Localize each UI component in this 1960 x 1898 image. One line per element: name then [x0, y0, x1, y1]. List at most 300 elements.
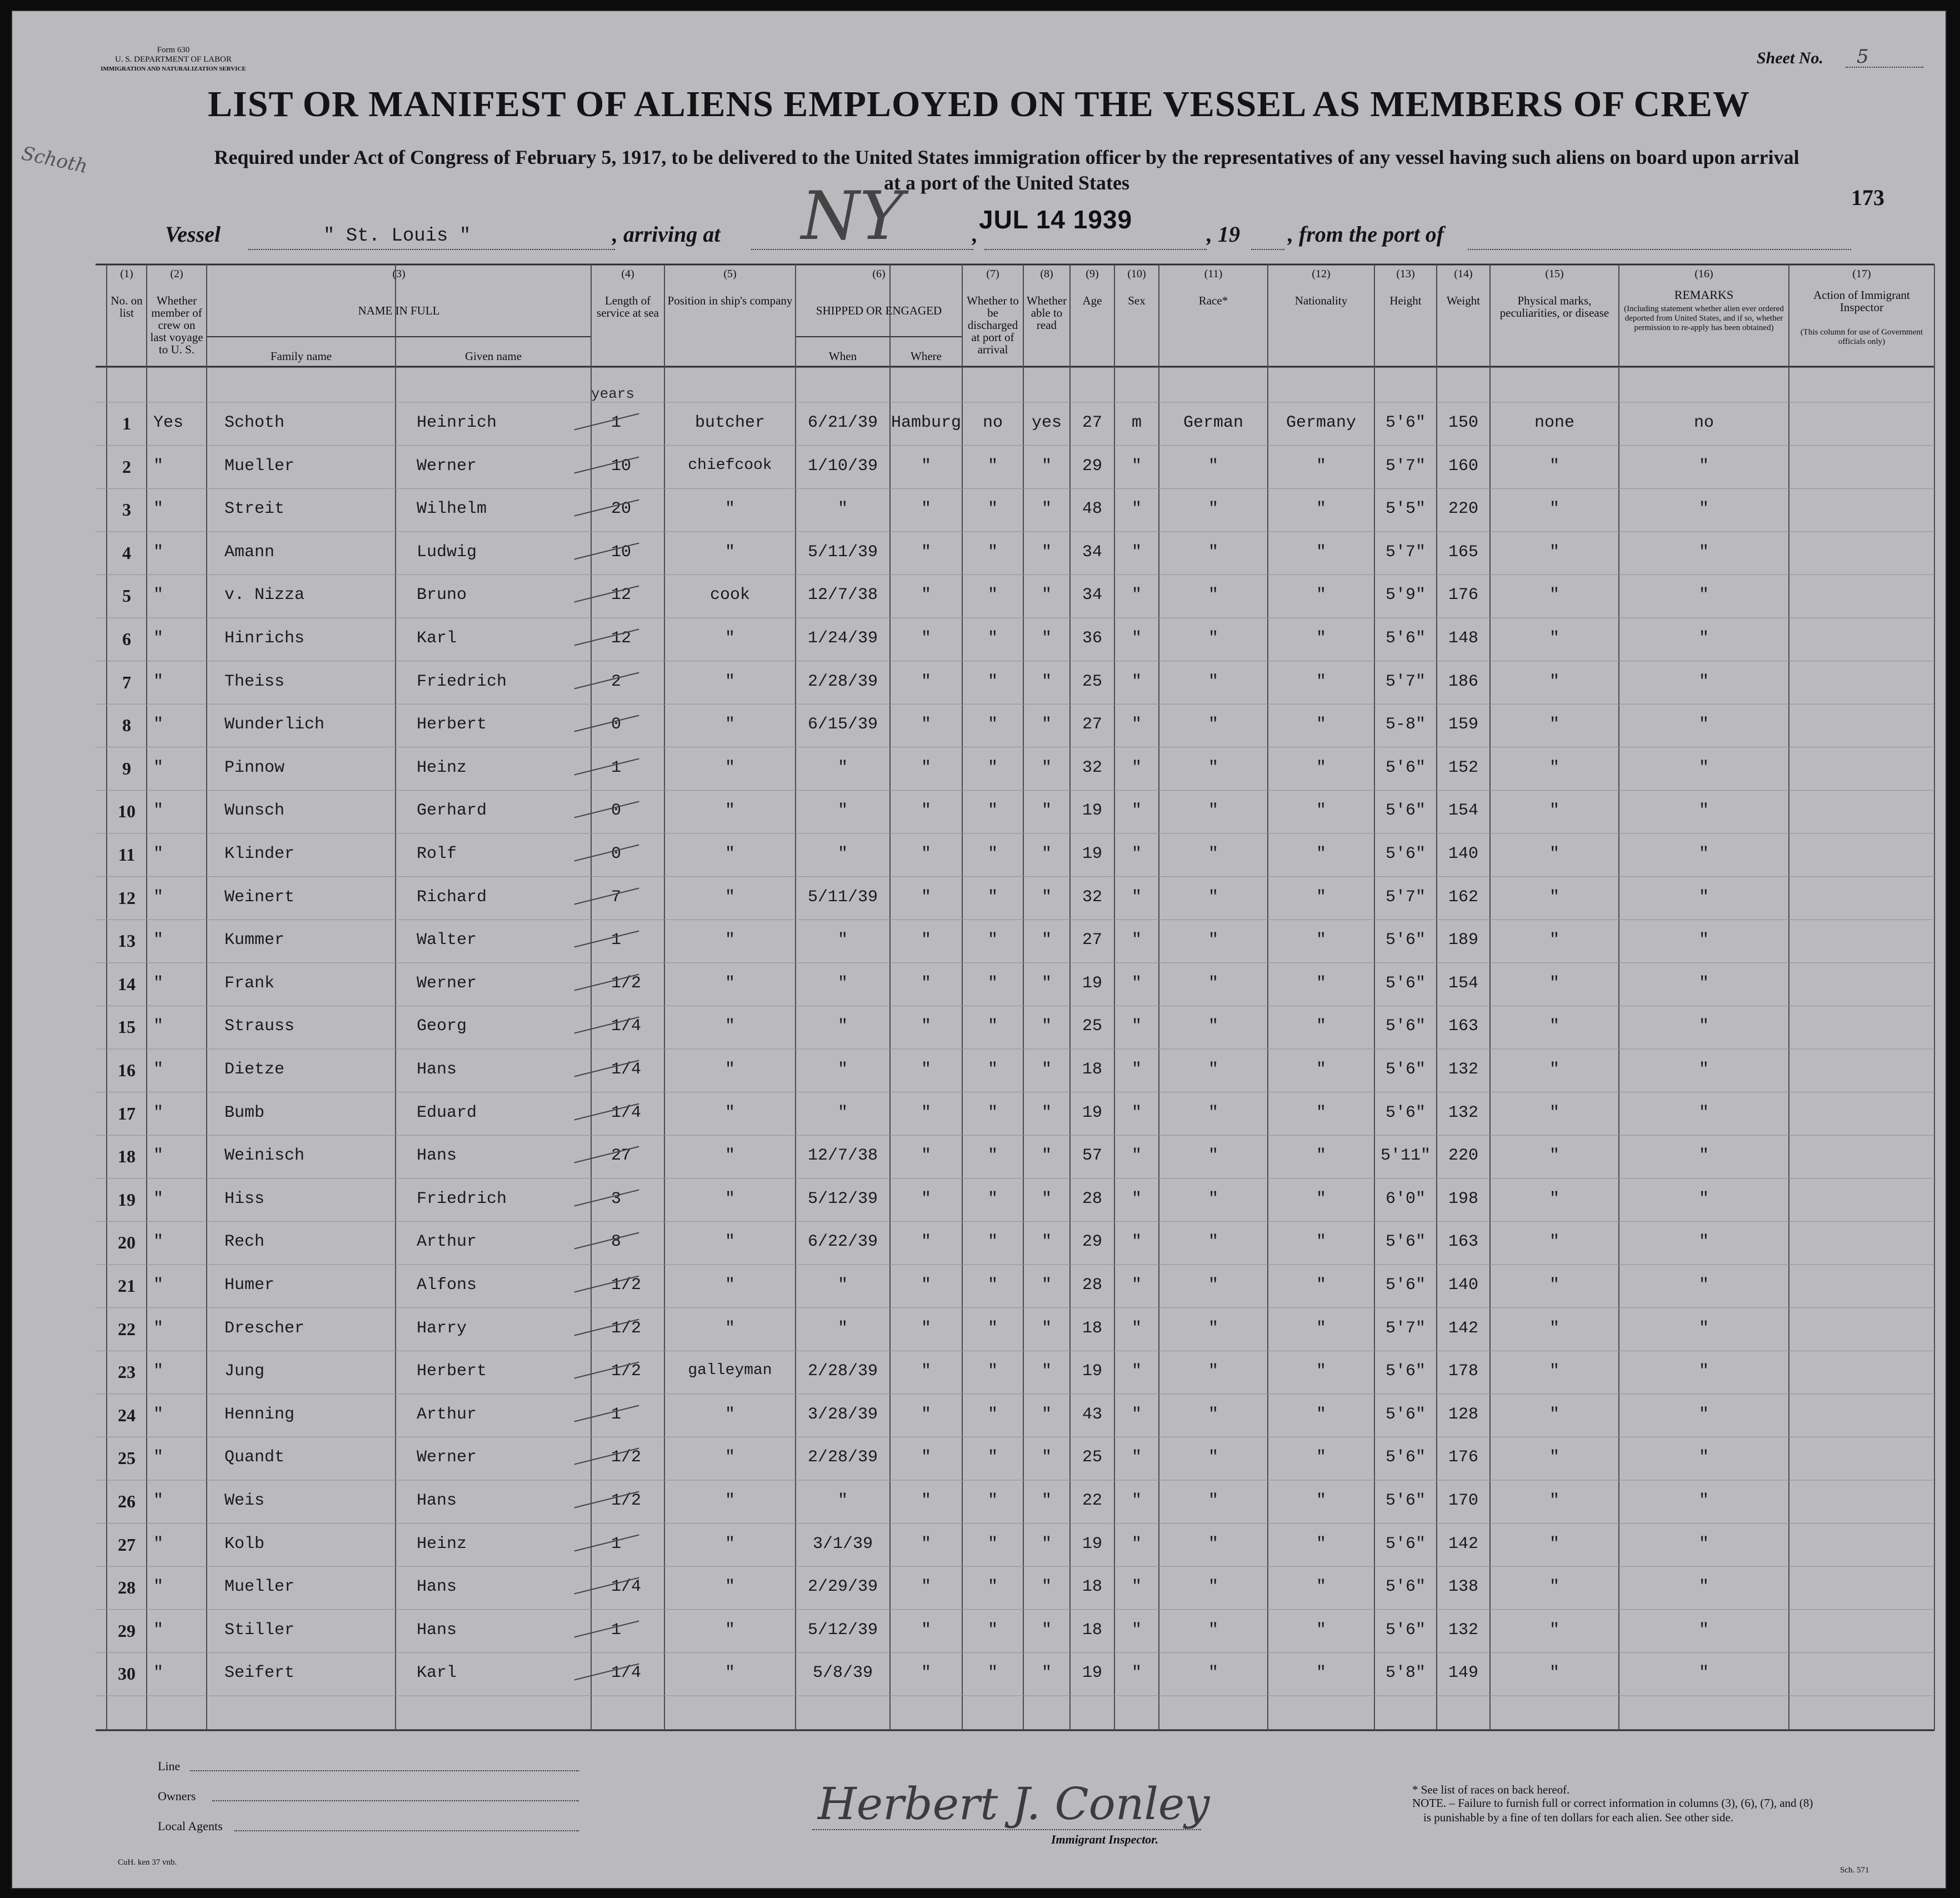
cell-where: ": [921, 1017, 931, 1036]
cell-height: 5'6": [1385, 758, 1426, 777]
cell-position: ": [724, 1276, 735, 1295]
cell-crew: ": [153, 931, 164, 950]
cell-where: ": [921, 1362, 931, 1381]
cell-age: 18: [1082, 1620, 1102, 1640]
cell-crew: ": [153, 1276, 164, 1295]
cell-family: Drescher: [224, 1318, 305, 1338]
cell-family: Mueller: [224, 1577, 295, 1597]
cell-marks: ": [1549, 1405, 1559, 1424]
cell-height: 5'6": [1385, 413, 1426, 432]
column-header-label: SHIPPED OR ENGAGED: [816, 304, 942, 317]
cell-crew: ": [153, 586, 164, 605]
column-number: (5): [723, 268, 737, 280]
cell-no: 7: [122, 672, 131, 692]
cell-service: 12: [611, 629, 632, 648]
cell-where: ": [921, 629, 931, 648]
cell-given: Arthur: [417, 1405, 477, 1424]
cell-read: ": [1041, 715, 1052, 735]
cell-discharged: ": [987, 715, 998, 735]
column-header-label: Weight: [1446, 294, 1481, 307]
cell-family: Quandt: [224, 1448, 285, 1467]
cell-when: 5/12/39: [807, 1620, 878, 1640]
cell-race: ": [1208, 629, 1218, 648]
cell-service: 1: [611, 931, 622, 950]
cell-marks: ": [1549, 629, 1559, 648]
cell-when: ": [837, 1491, 848, 1510]
cell-crew: ": [153, 1577, 164, 1597]
cell-height: 5'6": [1385, 1620, 1426, 1640]
cell-marks: ": [1549, 586, 1559, 605]
column-header-label: Height: [1389, 294, 1422, 307]
cell-remarks: no: [1693, 413, 1714, 432]
cell-family: Frank: [224, 973, 275, 993]
cell-no: 26: [118, 1491, 136, 1511]
cell-age: 57: [1082, 1146, 1102, 1166]
cell-weight: 150: [1448, 413, 1478, 432]
vessel-label: Vessel: [165, 222, 221, 247]
cell-nationality: ": [1316, 887, 1326, 907]
column-header-label: No. on list: [111, 294, 143, 319]
cell-remarks: ": [1698, 1232, 1709, 1252]
cell-weight: 149: [1448, 1664, 1478, 1683]
cell-age: 29: [1082, 456, 1102, 476]
cell-position: ": [724, 1318, 735, 1338]
cell-no: 13: [118, 931, 136, 951]
cell-no: 27: [118, 1534, 136, 1555]
cell-where: ": [921, 758, 931, 777]
cell-where: ": [921, 1491, 931, 1510]
cell-discharged: ": [987, 758, 998, 777]
cell-read: ": [1041, 1060, 1052, 1079]
cell-read: ": [1041, 672, 1052, 691]
inspector-label: Immigrant Inspector.: [1051, 1832, 1159, 1846]
cell-family: Humer: [224, 1276, 275, 1295]
cell-nationality: ": [1316, 801, 1326, 821]
cell-age: 18: [1082, 1060, 1102, 1079]
cell-sex: ": [1131, 1620, 1142, 1640]
cell-remarks: ": [1698, 931, 1709, 950]
cell-discharged: ": [987, 1534, 998, 1554]
cell-nationality: ": [1316, 1318, 1326, 1338]
cell-remarks: ": [1698, 1664, 1709, 1683]
cell-height: 5'6": [1385, 1448, 1426, 1467]
cell-age: 19: [1082, 973, 1102, 993]
cell-nationality: ": [1316, 973, 1326, 993]
cell-age: 34: [1082, 542, 1102, 562]
cell-position: chiefcook: [688, 456, 772, 474]
cell-position: ": [724, 1491, 735, 1510]
cell-where: Hamburg: [891, 413, 962, 432]
cell-nationality: ": [1316, 1664, 1326, 1683]
cell-marks: ": [1549, 456, 1559, 476]
cell-crew: ": [153, 1232, 164, 1252]
cell-given: Hans: [417, 1146, 457, 1166]
cell-age: 19: [1082, 1362, 1102, 1381]
cell-race: ": [1208, 500, 1218, 519]
cell-height: 6'0": [1385, 1189, 1426, 1208]
cell-given: Eduard: [417, 1103, 477, 1122]
cell-service: 1/2: [611, 1448, 642, 1467]
cell-weight: 189: [1448, 931, 1478, 950]
arriving-port: NY: [801, 178, 904, 255]
cell-service: 1/4: [611, 1664, 642, 1683]
cell-read: ": [1041, 1362, 1052, 1381]
cell-age: 27: [1082, 931, 1102, 950]
inspector-signature: Herbert J. Conley: [818, 1778, 1210, 1830]
cell-read: ": [1041, 1405, 1052, 1424]
cell-family: Wunderlich: [224, 715, 325, 735]
cell-marks: ": [1549, 1276, 1559, 1295]
cell-given: Gerhard: [417, 801, 487, 821]
cell-weight: 132: [1448, 1620, 1478, 1640]
cell-age: 19: [1082, 1534, 1102, 1554]
column-number: (16): [1694, 268, 1713, 280]
page-title: LIST OR MANIFEST OF ALIENS EMPLOYED ON THE VESSEL AS MEMBERS OF CREW: [208, 84, 1750, 124]
cell-no: 5: [122, 586, 131, 606]
cell-nationality: ": [1316, 1491, 1326, 1510]
cell-discharged: ": [987, 1276, 998, 1295]
cell-height: 5'7": [1385, 542, 1426, 562]
cell-age: 36: [1082, 629, 1102, 648]
fine-note-line-1: NOTE. – Failure to furnish full or correct information in columns (3), (6), (7), and (8): [1412, 1796, 1813, 1810]
cell-weight: 142: [1448, 1318, 1478, 1338]
column-header-label: Whether able to read: [1026, 294, 1067, 332]
cell-position: ": [724, 500, 735, 519]
cell-when: 12/7/38: [807, 1146, 878, 1166]
cell-remarks: ": [1698, 1189, 1709, 1208]
cell-height: 5'6": [1385, 931, 1426, 950]
cell-no: 14: [118, 973, 136, 994]
cell-where: ": [921, 845, 931, 863]
cell-weight: 163: [1448, 1017, 1478, 1036]
cell-nationality: Germany: [1286, 413, 1357, 432]
cell-discharged: ": [987, 1620, 998, 1640]
cell-height: 5'6": [1385, 629, 1426, 648]
cell-marks: ": [1549, 887, 1559, 907]
cell-when: 5/8/39: [812, 1664, 873, 1683]
cell-given: Werner: [417, 973, 477, 993]
cell-discharged: ": [987, 1232, 998, 1252]
cell-family: Jung: [224, 1362, 265, 1381]
cell-no: 20: [118, 1232, 136, 1253]
cell-read: ": [1041, 542, 1052, 562]
cell-when: 2/28/39: [807, 1448, 878, 1467]
cell-marks: ": [1549, 1620, 1559, 1640]
cell-no: 17: [118, 1103, 136, 1123]
column-header-label: Race*: [1198, 294, 1228, 307]
cell-discharged: ": [987, 845, 998, 863]
cell-nationality: ": [1316, 1620, 1326, 1640]
cell-sex: ": [1131, 1103, 1142, 1122]
cell-service: 1/2: [611, 1276, 642, 1295]
cell-service: 1/4: [611, 1060, 642, 1079]
cell-discharged: ": [987, 1405, 998, 1424]
cell-service: 1: [611, 758, 622, 777]
cell-crew: ": [153, 758, 164, 777]
cell-position: galleyman: [688, 1362, 772, 1380]
cell-service: 1/2: [611, 1491, 642, 1510]
cell-service: 20: [611, 500, 632, 519]
cell-given: Ludwig: [417, 542, 477, 562]
column-number: (4): [621, 268, 634, 280]
cell-remarks: ": [1698, 1362, 1709, 1381]
cell-no: 29: [118, 1620, 136, 1641]
cell-sex: ": [1131, 542, 1142, 562]
cell-position: ": [724, 931, 735, 950]
column-header-label: Physical marks, peculiarities, or disease: [1499, 294, 1609, 319]
cell-sex: ": [1131, 586, 1142, 605]
cell-discharged: ": [987, 586, 998, 605]
sheet-label: Sheet No.: [1757, 49, 1823, 67]
cell-height: 5'6": [1385, 1103, 1426, 1122]
column-subheader: Family name: [270, 349, 332, 363]
cell-discharged: ": [987, 1189, 998, 1208]
cell-marks: ": [1549, 1491, 1559, 1510]
cell-marks: ": [1549, 845, 1559, 863]
cell-remarks: ": [1698, 586, 1709, 605]
cell-nationality: ": [1316, 1534, 1326, 1554]
cell-when: ": [837, 1060, 848, 1079]
agents-fill: [234, 1830, 579, 1831]
cell-crew: ": [153, 1664, 164, 1683]
cell-weight: 220: [1448, 500, 1478, 519]
cell-height: 5'6": [1385, 845, 1426, 863]
cell-crew: ": [153, 1103, 164, 1122]
cell-height: 5'6": [1385, 1534, 1426, 1554]
page-number: 173: [1851, 185, 1884, 210]
cell-family: Strauss: [224, 1017, 295, 1036]
cell-race: ": [1208, 1577, 1218, 1597]
cell-given: Karl: [417, 629, 457, 648]
cell-height: 5'6": [1385, 801, 1426, 821]
cell-read: ": [1041, 1577, 1052, 1597]
cell-when: 12/7/38: [807, 586, 878, 605]
cell-crew: ": [153, 1448, 164, 1467]
cell-discharged: ": [987, 456, 998, 476]
cell-no: 1: [122, 413, 131, 433]
cell-nationality: ": [1316, 931, 1326, 950]
cell-position: ": [724, 629, 735, 648]
cell-family: Mueller: [224, 456, 295, 476]
cell-remarks: ": [1698, 1146, 1709, 1166]
cell-read: ": [1041, 500, 1052, 519]
cell-sex: ": [1131, 500, 1142, 519]
column-number: (11): [1204, 268, 1223, 280]
print-code-right: Sch. 571: [1840, 1866, 1869, 1875]
cell-age: 19: [1082, 845, 1102, 863]
cell-given: Friedrich: [417, 672, 507, 691]
cell-family: Streit: [224, 500, 285, 519]
cell-height: 5'5": [1385, 500, 1426, 519]
races-footnote: * See list of races on back hereof.: [1412, 1783, 1570, 1796]
cell-read: ": [1041, 973, 1052, 993]
cell-position: ": [724, 672, 735, 691]
cell-service: 1/4: [611, 1103, 642, 1122]
cell-no: 9: [122, 758, 131, 778]
cell-given: Walter: [417, 931, 477, 950]
cell-when: ": [837, 758, 848, 777]
cell-position: ": [724, 1103, 735, 1122]
cell-remarks: ": [1698, 672, 1709, 691]
cell-nationality: ": [1316, 1017, 1326, 1036]
cell-service: 12: [611, 586, 632, 605]
cell-remarks: ": [1698, 1491, 1709, 1510]
cell-height: 5'6": [1385, 1060, 1426, 1079]
cell-crew: ": [153, 500, 164, 519]
cell-nationality: ": [1316, 500, 1326, 519]
cell-read: ": [1041, 887, 1052, 907]
cell-no: 6: [122, 629, 131, 649]
cell-family: Rech: [224, 1232, 265, 1252]
sheet-number: 5: [1857, 46, 1869, 68]
cell-marks: none: [1534, 413, 1574, 432]
cell-height: 5'6": [1385, 973, 1426, 993]
cell-age: 43: [1082, 1405, 1102, 1424]
cell-given: Heinrich: [417, 413, 497, 432]
cell-sex: ": [1131, 801, 1142, 821]
cell-read: ": [1041, 1491, 1052, 1510]
cell-age: 48: [1082, 500, 1102, 519]
cell-age: 32: [1082, 758, 1102, 777]
cell-nationality: ": [1316, 1232, 1326, 1252]
column-header-label: Length of service at sea: [597, 294, 659, 319]
cell-marks: ": [1549, 758, 1559, 777]
cell-where: ": [921, 1448, 931, 1467]
cell-sex: ": [1131, 1534, 1142, 1554]
cell-race: ": [1208, 1362, 1218, 1381]
column-header-label: Sex: [1128, 294, 1146, 307]
cell-remarks: ": [1698, 801, 1709, 821]
column-number: (1): [120, 268, 133, 280]
cell-when: 6/22/39: [807, 1232, 878, 1252]
cell-nationality: ": [1316, 1276, 1326, 1295]
cell-no: 25: [118, 1448, 136, 1469]
cell-service: 1: [611, 1405, 622, 1424]
cell-service: 0: [611, 801, 622, 821]
cell-crew: Yes: [153, 413, 184, 432]
cell-crew: ": [153, 629, 164, 648]
cell-where: ": [921, 542, 931, 562]
cell-marks: ": [1549, 1017, 1559, 1036]
cell-weight: 128: [1448, 1405, 1478, 1424]
cell-position: ": [724, 1577, 735, 1597]
cell-family: Henning: [224, 1405, 295, 1424]
cell-when: ": [837, 1276, 848, 1295]
cell-given: Hans: [417, 1577, 457, 1597]
cell-position: ": [724, 887, 735, 907]
cell-discharged: ": [987, 1318, 998, 1338]
cell-position: ": [724, 1146, 735, 1166]
cell-read: ": [1041, 1620, 1052, 1640]
cell-when: ": [837, 1017, 848, 1036]
cell-no: 21: [118, 1276, 136, 1296]
cell-family: Klinder: [224, 845, 295, 863]
cell-race: ": [1208, 1620, 1218, 1640]
cell-position: ": [724, 1189, 735, 1208]
cell-nationality: ": [1316, 1405, 1326, 1424]
cell-remarks: ": [1698, 1017, 1709, 1036]
cell-position: ": [724, 1060, 735, 1079]
cell-read: ": [1041, 758, 1052, 777]
cell-height: 5'6": [1385, 1491, 1426, 1510]
cell-service: 0: [611, 715, 622, 735]
column-header-label: Age: [1082, 294, 1102, 307]
cell-crew: ": [153, 1189, 164, 1208]
cell-race: ": [1208, 1232, 1218, 1252]
cell-where: ": [921, 715, 931, 735]
cell-where: ": [921, 1276, 931, 1295]
cell-weight: 154: [1448, 801, 1478, 821]
cell-sex: ": [1131, 1060, 1142, 1079]
cell-marks: ": [1549, 542, 1559, 562]
cell-nationality: ": [1316, 629, 1326, 648]
cell-nationality: ": [1316, 542, 1326, 562]
cell-no: 15: [118, 1017, 136, 1037]
cell-discharged: ": [987, 887, 998, 907]
cell-remarks: ": [1698, 1620, 1709, 1640]
cell-given: Bruno: [417, 586, 467, 605]
cell-family: Dietze: [224, 1060, 285, 1079]
cell-family: Wunsch: [224, 801, 285, 821]
cell-service: 1/2: [611, 1362, 642, 1381]
cell-weight: 142: [1448, 1534, 1478, 1554]
cell-where: ": [921, 973, 931, 993]
service-label: IMMIGRATION AND NATURALIZATION SERVICE: [101, 66, 246, 72]
cell-given: Harry: [417, 1318, 467, 1338]
column-header-label: Action of Immigrant Inspector: [1813, 288, 1910, 314]
cell-age: 25: [1082, 672, 1102, 691]
cell-read: ": [1041, 931, 1052, 950]
cell-marks: ": [1549, 1448, 1559, 1467]
cell-crew: ": [153, 1405, 164, 1424]
cell-height: 5'7": [1385, 672, 1426, 691]
cell-weight: 176: [1448, 1448, 1478, 1467]
cell-given: Rolf: [417, 845, 457, 863]
cell-when: 3/1/39: [812, 1534, 873, 1554]
cell-nationality: ": [1316, 586, 1326, 605]
from-port-label: , from the port of: [1288, 222, 1444, 247]
cell-race: ": [1208, 1534, 1218, 1554]
cell-service: 10: [611, 456, 632, 476]
cell-race: ": [1208, 931, 1218, 950]
line-fill: [190, 1770, 579, 1771]
cell-weight: 132: [1448, 1103, 1478, 1122]
cell-marks: ": [1549, 1232, 1559, 1252]
margin-name: Schoth: [19, 142, 90, 178]
cell-discharged: ": [987, 931, 998, 950]
cell-remarks: ": [1698, 1448, 1709, 1467]
cell-position: butcher: [694, 413, 766, 432]
cell-weight: 140: [1448, 1276, 1478, 1295]
column-subheader: Where: [911, 349, 942, 363]
cell-read: ": [1041, 1232, 1052, 1252]
cell-read: ": [1041, 1664, 1052, 1683]
cell-no: 10: [118, 801, 136, 822]
cell-remarks: ": [1698, 1060, 1709, 1079]
column-number: (3): [392, 268, 406, 280]
cell-service: 1/2: [611, 1318, 642, 1338]
cell-position: ": [724, 542, 735, 562]
cell-age: 19: [1082, 1103, 1102, 1122]
cell-when: 2/29/39: [807, 1577, 878, 1597]
cell-service: 1/2: [611, 973, 642, 993]
cell-given: Hans: [417, 1060, 457, 1079]
cell-sex: ": [1131, 1491, 1142, 1510]
cell-where: ": [921, 1577, 931, 1597]
cell-position: ": [724, 1534, 735, 1554]
cell-remarks: ": [1698, 758, 1709, 777]
cell-read: yes: [1031, 413, 1062, 432]
